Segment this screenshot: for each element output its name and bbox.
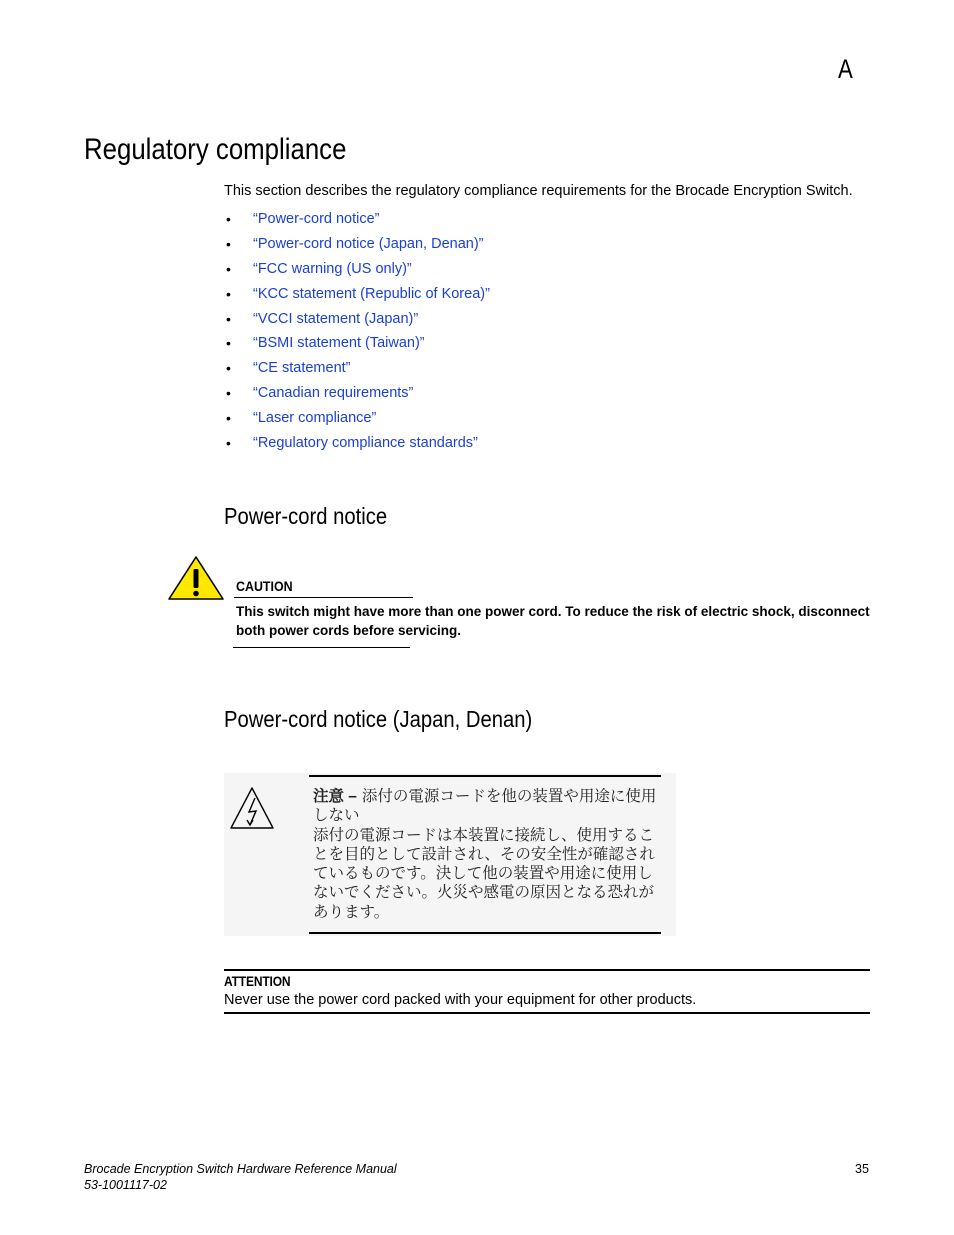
page-title: Regulatory compliance: [84, 133, 347, 166]
divider: [224, 1012, 870, 1014]
divider: [309, 775, 661, 777]
toc-link-kcc-statement[interactable]: “KCC statement (Republic of Korea)”: [253, 285, 490, 302]
bullet: •: [226, 235, 231, 252]
japan-notice-title: 注意 –: [313, 788, 357, 805]
section-heading-power-cord: Power-cord notice: [224, 503, 388, 529]
list-item: [224, 408, 490, 433]
intro-paragraph: This section describes the regulatory compliance requirements for the Brocade Encryption Switch.: [224, 183, 853, 199]
toc-link-power-cord-japan[interactable]: “Power-cord notice (Japan, Denan)”: [253, 235, 484, 252]
attention-text: Never use the power cord packed with your equipment for other products.: [224, 992, 697, 1008]
caution-text: This switch might have more than one power cord. To reduce the risk of electric shock, disconnect both power cords before servicing.: [236, 604, 870, 638]
section-heading-power-cord-japan: Power-cord notice (Japan, Denan): [224, 706, 533, 732]
toc-link-power-cord-notice[interactable]: “Power-cord notice”: [253, 211, 380, 227]
bullet: •: [226, 435, 231, 452]
list-item: [224, 259, 490, 284]
list-item: [224, 358, 490, 383]
bullet: •: [226, 385, 231, 402]
japan-notice-title-text: 添付の電源コードを他の装置や用途に使用しない: [313, 787, 657, 825]
bullet: •: [226, 410, 231, 427]
divider: [233, 647, 410, 648]
bullet: •: [226, 335, 231, 352]
footer-manual-title: Brocade Encryption Switch Hardware Reference Manual: [84, 1162, 397, 1176]
list-item: [224, 333, 490, 358]
list-item: [224, 209, 490, 234]
divider: [309, 932, 661, 934]
list-item: [224, 383, 490, 408]
section-link-list: [224, 209, 490, 458]
footer-doc-number: 53-1001117-02: [84, 1178, 167, 1192]
divider: [234, 597, 413, 598]
japan-notice-body: 添付の電源コードは本装置に接続し、使用することを目的として設計され、その安全性が確認されているものです。決して他の装置や用途に使用しないでください。火災や感電の原因となる恐れがあります。: [313, 825, 655, 921]
bullet: •: [226, 211, 231, 227]
page-number: 35: [855, 1162, 869, 1176]
bullet: •: [226, 310, 231, 327]
list-item: [224, 433, 490, 458]
bullet: •: [226, 360, 231, 377]
toc-link-bsmi-statement[interactable]: “BSMI statement (Taiwan)”: [253, 335, 425, 352]
electric-shock-icon: [228, 785, 276, 831]
bullet: •: [226, 285, 231, 302]
list-item: [224, 234, 490, 259]
japan-notice-text: [313, 787, 667, 922]
toc-link-vcci-statement[interactable]: “VCCI statement (Japan)”: [253, 310, 419, 327]
list-item: [224, 284, 490, 309]
divider: [224, 969, 870, 971]
caution-label: CAUTION: [236, 579, 293, 594]
list-item: [224, 309, 490, 334]
toc-link-fcc-warning[interactable]: “FCC warning (US only)”: [253, 260, 412, 277]
bullet: •: [226, 260, 231, 277]
toc-link-laser-compliance[interactable]: “Laser compliance”: [253, 410, 377, 427]
attention-label: ATTENTION: [224, 973, 291, 989]
toc-link-regulatory-standards[interactable]: “Regulatory compliance standards”: [253, 435, 478, 452]
toc-link-canadian-requirements[interactable]: “Canadian requirements”: [253, 385, 414, 402]
footer-left: [84, 1161, 397, 1193]
warning-triangle-icon: [167, 555, 225, 601]
toc-link-ce-statement[interactable]: “CE statement”: [253, 360, 351, 377]
appendix-letter: A: [838, 54, 853, 84]
